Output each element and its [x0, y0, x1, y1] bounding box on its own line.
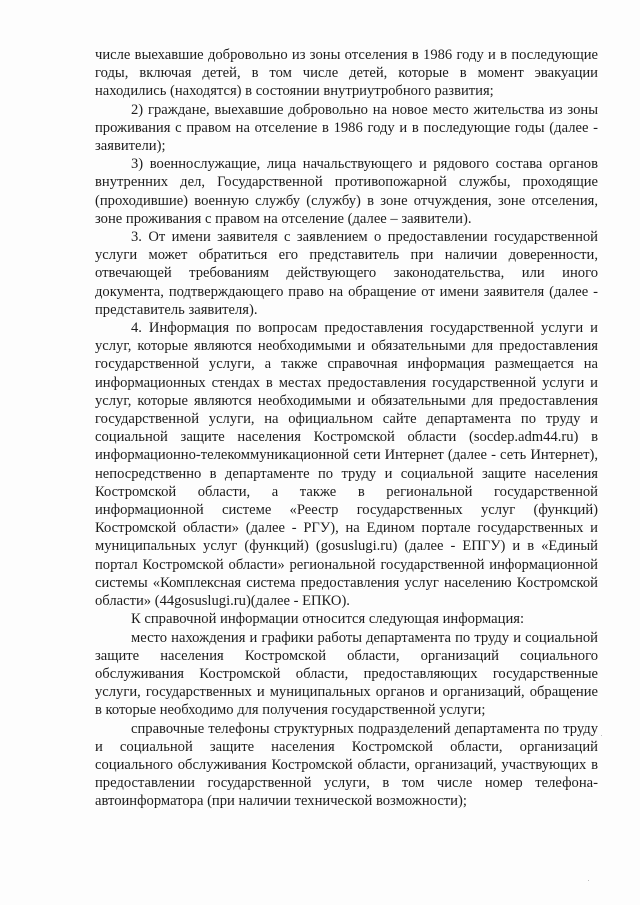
scan-speck — [588, 880, 589, 881]
scan-speck — [601, 735, 602, 736]
paragraph-clause-4: 4. Информация по вопросам предоставления государственной услуги и услуг, которые являются необходимыми и обязательными для предоставления государственной услуги, а также справочная информация размещается на информационных стендах в местах предоставления государственной услуги и услуг, которые являются необходимыми и обязательными для предоставления государственной услуги, на официальном сайте департамента по труду и социальной защите населения Костромской области (socdep.adm44.ru) в информационно-телекоммуникационной сети Интернет (далее - сеть Интернет), непосредственно в департаменте по труду и социальной защите населения Костромской области, а также в региональной государственной информационной системе «Реестр государственных услуг (функций) Костромской области» (далее - РГУ), на Едином портале государственных и муниципальных услуг (функций) (gosuslugi.ru) (далее - ЕПГУ) и в «Единый портал Костромской области» региональной государственной информационной системы «Комплексная система предоставления услуг населению Костромской области» (44gosuslugi.ru)(далее - ЕПКО). — [95, 320, 598, 610]
paragraph-reference-location: место нахождения и графики работы департамента по труду и социальной защите населения Костромской области, организаций социального обслуживания Костромской области, предоставляющих государственные услуги, государственных и муниципальных органов и организаций, обращение в которые необходимо для получения государственной услуги; — [95, 629, 598, 719]
paragraph-continuation: числе выехавшие добровольно из зоны отселения в 1986 году и в последующие годы, включая детей, в том числе детей, которые в момент эвакуации находились (находятся) в состоянии внутриутробного развития; — [95, 47, 598, 100]
document-body — [95, 46, 598, 811]
paragraph-item-3: 3) военнослужащие, лица начальствующего и рядового состава органов внутренних дел, Государственной противопожарной службы, проходящие (проходившие) военную службу (службу) в зоне отчуждения, зоне отселения, зоне проживания с правом на отселение (далее – заявители). — [95, 156, 598, 227]
paragraph-item-2: 2) граждане, выехавшие добровольно на новое место жительства из зоны проживания с правом на отселение в 1986 году и в последующие годы (далее - заявители); — [95, 101, 598, 155]
paragraph-reference-phones: справочные телефоны структурных подразделений департамента по труду и социальной защите населения Костромской области, организаций социального обслуживания Костромской области, организаций, участвующих в предоставлении государственной услуги, в том числе номер телефона-автоинформатора (при наличии технической возможности); — [95, 720, 598, 810]
paragraph-reference-intro: К справочной информации относится следующая информация: — [131, 611, 525, 628]
paragraph-clause-3: 3. От имени заявителя с заявлением о предоставлении государственной услуги может обратиться его представитель при наличии доверенности, отвечающей требованиям действующего законодательства, или иного документа, подтверждающего право на обращение от имени заявителя (далее - представитель заявителя). — [95, 229, 598, 318]
